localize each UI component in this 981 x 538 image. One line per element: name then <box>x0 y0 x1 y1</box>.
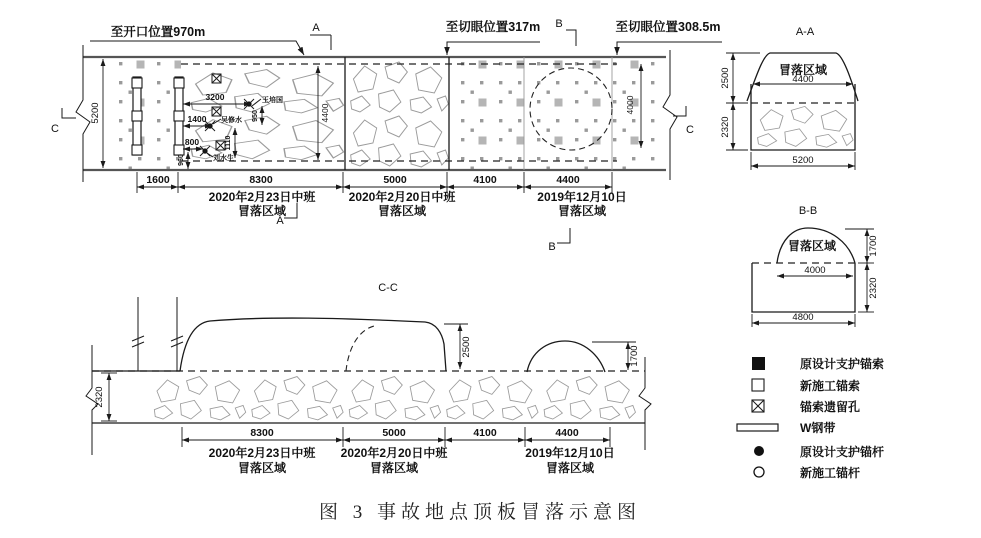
cc-dim-2500: 2500 <box>461 336 472 358</box>
cc-zone3-date: 2019年12月10日 <box>525 446 615 460</box>
section-marker-a-top <box>310 22 331 50</box>
legend-label-0: 原设计支护锚索 <box>800 357 885 371</box>
svg-text:A: A <box>312 22 320 34</box>
cc-zone1-date: 2020年2月23日中班 <box>208 446 316 460</box>
cc-chain-4400: 4400 <box>555 427 579 439</box>
zone2-date: 2020年2月20日中班 <box>348 190 456 204</box>
cc-anchor-cables <box>132 297 183 371</box>
legend-label-2: 锚索遗留孔 <box>800 400 861 414</box>
section-bb-title: B-B <box>798 205 818 217</box>
section-aa-rubble <box>758 106 854 147</box>
dim-1110: 1110 <box>225 135 232 151</box>
svg-text:C: C <box>51 123 59 135</box>
zone1-date: 2020年2月23日中班 <box>208 190 316 204</box>
cc-zone3-area: 冒落区域 <box>545 461 595 475</box>
section-bb-dim-1700: 1700 <box>868 235 879 257</box>
zone3-area: 冒落区域 <box>557 204 607 218</box>
legend-label-4: 原设计支护锚杆 <box>800 445 885 459</box>
cc-chain-8300: 8300 <box>250 427 274 439</box>
section-aa-area-label: 冒落区域 <box>778 63 828 77</box>
chain-4100: 4100 <box>473 174 497 186</box>
w-steel-band-vertical-1 <box>132 77 142 155</box>
person-name-2: 吴修水 <box>221 117 242 124</box>
cc-dome-small <box>527 341 605 372</box>
leader-right-label: 至切眼位置308.5m <box>615 20 721 34</box>
section-aa <box>720 26 858 170</box>
dim-4000: 4000 <box>625 95 635 115</box>
chain-4400: 4400 <box>556 174 580 186</box>
open-square-icon <box>752 379 764 391</box>
section-bb <box>752 205 879 327</box>
cc-zone2-date: 2020年2月20日中班 <box>340 446 448 460</box>
cc-dim-chain <box>182 427 610 447</box>
section-bb-dim-4000: 4000 <box>804 265 826 276</box>
dim-3200: 3200 <box>205 92 225 102</box>
cc-break-right <box>639 357 651 450</box>
section-marker-b-top <box>555 18 576 46</box>
section-marker-b-bottom <box>548 228 570 253</box>
cable-hole-icons <box>212 74 225 150</box>
cc-zone-labels <box>209 445 615 475</box>
support-grid-left <box>116 58 181 169</box>
section-bb-dim-4800: 4800 <box>792 312 814 323</box>
cc-dim-1700: 1700 <box>629 345 640 367</box>
svg-text:A: A <box>276 215 284 227</box>
leader-right-group <box>616 19 722 55</box>
legend-label-1: 新施工锚索 <box>800 379 861 393</box>
section-aa-dim-2320: 2320 <box>720 116 731 138</box>
svg-text:C: C <box>686 124 694 136</box>
section-aa-walls <box>751 84 855 150</box>
leader-left-label: 至开口位置970m <box>110 25 206 39</box>
w-steel-band-icon <box>737 424 778 431</box>
dim-960: 960 <box>178 154 185 166</box>
section-aa-dim-4400: 4400 <box>792 74 814 85</box>
dim-950: 950 <box>252 110 259 122</box>
plan-zone-labels <box>209 189 627 218</box>
section-cc-title: C-C <box>378 282 398 294</box>
section-aa-title: A-A <box>795 26 815 38</box>
section-cc-rubble <box>154 377 635 420</box>
zone1-area: 冒落区域 <box>237 204 287 218</box>
filled-square-icon <box>752 357 765 370</box>
section-marker-c-left <box>51 108 76 135</box>
crossed-square-icon <box>752 400 764 412</box>
plan-view <box>51 18 722 253</box>
chain-8300: 8300 <box>249 174 273 186</box>
legend <box>737 356 884 480</box>
person-name-3: 刘水生 <box>213 155 234 162</box>
open-circle-icon <box>754 467 764 477</box>
section-aa-dim-2500: 2500 <box>720 67 731 89</box>
cc-zone1-area: 冒落区域 <box>237 461 287 475</box>
chain-5000: 5000 <box>383 174 407 186</box>
svg-text:B: B <box>548 241 556 253</box>
cc-chain-4100: 4100 <box>473 427 497 439</box>
w-steel-band-vertical-2 <box>174 77 184 155</box>
cc-mound-large <box>180 318 446 371</box>
legend-label-3: W钢带 <box>800 421 836 435</box>
dim-4400: 4400 <box>320 103 330 123</box>
leader-left-group <box>90 24 304 55</box>
cc-chain-5000: 5000 <box>382 427 406 439</box>
cc-zone2-area: 冒落区域 <box>369 461 419 475</box>
dim-5200: 5200 <box>90 102 101 124</box>
zone3-date: 2019年12月10日 <box>537 190 627 204</box>
zone2-area: 冒落区域 <box>377 204 427 218</box>
person-name-1: 王培国 <box>262 97 283 104</box>
leader-mid-group <box>446 19 540 55</box>
break-symbol-right <box>663 50 677 180</box>
section-bb-dim-2320: 2320 <box>868 277 879 299</box>
figure-caption: 图 3 事故地点顶板冒落示意图 <box>318 502 642 523</box>
cc-mound-inner-dashed <box>346 326 374 371</box>
dim-800: 800 <box>184 137 200 147</box>
leader-mid-label: 至切眼位置317m <box>445 20 541 34</box>
section-aa-dim-5200: 5200 <box>792 155 814 166</box>
svg-text:B: B <box>555 18 563 30</box>
section-bb-area-label: 冒落区域 <box>787 239 837 253</box>
break-symbol-left <box>76 45 90 182</box>
legend-label-5: 新施工锚杆 <box>800 466 861 480</box>
section-marker-c-right <box>673 106 694 136</box>
filled-circle-icon <box>754 446 764 456</box>
cc-dim-2320: 2320 <box>94 386 105 408</box>
section-cc <box>86 282 651 475</box>
collapse-rubble-feb20 <box>351 62 449 167</box>
dim-1400: 1400 <box>187 114 207 124</box>
chain-1600: 1600 <box>146 174 170 186</box>
